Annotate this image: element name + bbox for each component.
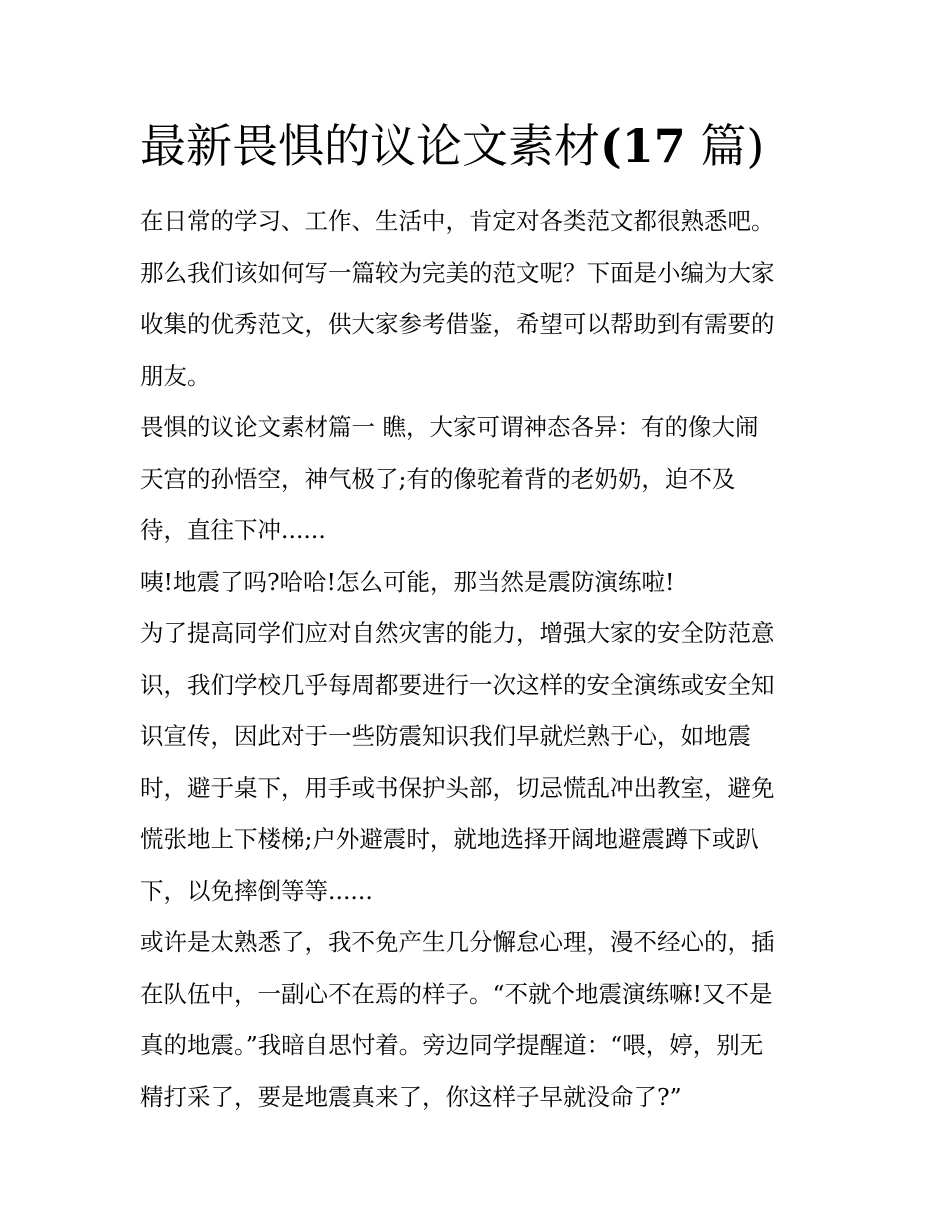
text-line: 识宣传，因此对于一些防震知识我们早就烂熟于心，如地震 [140, 722, 751, 750]
text-line: 真的地震。”我暗自思忖着。旁边同学提醒道：“喂，婷，别无 [140, 1031, 764, 1059]
text-line: 慌张地上下楼梯;户外避震时，就地选择开阔地避震蹲下或趴 [140, 825, 759, 853]
title-text: 最新畏惧的议论文素材 [140, 119, 600, 173]
text-line: 朋友。 [140, 361, 211, 390]
text-line: 在日常的学习、工作、生活中，肯定对各类范文都很熟悉吧。 [140, 207, 775, 235]
document-body [140, 196, 816, 1123]
text-line: 下，以免摔倒等等...... [140, 876, 373, 905]
text-line: 为了提高同学们应对自然灾害的能力，增强大家的安全防范意 [140, 619, 775, 647]
text-line: 待，直往下冲...... [140, 516, 326, 544]
text-line: 识，我们学校几乎每周都要进行一次这样的安全演练或安全知 [140, 670, 775, 699]
page-title [140, 116, 764, 176]
text-line: 在队伍中，一副心不在焉的样子。“不就个地震演练嘛!又不是 [140, 979, 773, 1008]
text-line: 天宫的孙悟空，神气极了;有的像驼着背的老奶奶，迫不及 [140, 464, 736, 493]
text-line: 时，避于桌下，用手或书保护头部，切忌慌乱冲出教室，避免 [140, 773, 775, 802]
text-line: 收集的优秀范文，供大家参考借鉴，希望可以帮助到有需要的 [140, 310, 775, 338]
text-line: 畏惧的议论文素材篇一 瞧，大家可谓神态各异：有的像大闹 [140, 413, 759, 441]
text-line: 那么我们该如何写一篇较为完美的范文呢？下面是小编为大家 [140, 258, 775, 287]
text-line: 咦!地震了吗?哈哈!怎么可能，那当然是震防演练啦! [140, 567, 675, 596]
text-line: 精打采了，要是地震真来了，你这样子早就没命了?” [140, 1082, 682, 1111]
title-count: (17 [600, 119, 686, 173]
text-line: 或许是太熟悉了，我不免产生几分懈怠心理，漫不经心的，插 [140, 928, 775, 956]
title-suffix: 篇) [700, 119, 765, 173]
